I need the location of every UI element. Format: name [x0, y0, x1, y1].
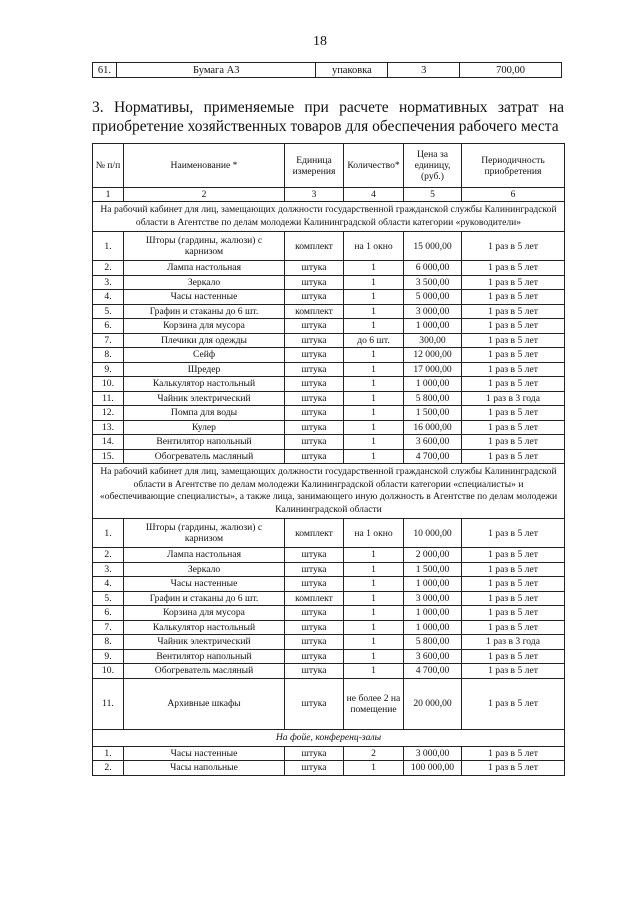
item-unit: штука: [285, 319, 344, 334]
table-row: [93, 406, 565, 421]
item-period: 1 раз в 5 лет: [462, 348, 565, 363]
item-unit: штука: [285, 275, 344, 290]
group-title: На рабочий кабинет для лиц, замещающих должности государственной гражданской службы Калининградской области в Агентстве по делам молодежи Калининградской области категории «специалисты» и «обеспечивающие специалисты», а также лица, занимающего иную должность в Агентстве по делам молодежи Калининградской области: [93, 464, 565, 519]
row-number: 8.: [93, 635, 124, 650]
table-row: [93, 678, 565, 729]
item-price: 16 000,00: [404, 420, 462, 435]
item-quantity: 1: [344, 290, 404, 305]
item-unit: комплект: [285, 519, 344, 548]
item-period: 1 раз в 5 лет: [462, 449, 565, 464]
item-unit: штука: [285, 620, 344, 635]
group-foyer: [93, 729, 565, 775]
group-title: На фойе, конференц-залы: [93, 729, 565, 746]
item-price: 1 000,00: [404, 319, 462, 334]
item-unit: штука: [285, 746, 344, 761]
item-unit: штука: [285, 377, 344, 392]
item-period: 1 раз в 5 лет: [462, 562, 565, 577]
row-number: 9.: [93, 649, 124, 664]
item-price: 3 000,00: [404, 304, 462, 319]
item-unit: комплект: [285, 232, 344, 261]
item-price: 10 000,00: [404, 519, 462, 548]
item-period: 1 раз в 5 лет: [462, 746, 565, 761]
item-quantity: не более 2 на помещение: [344, 678, 404, 729]
table-row: [93, 362, 565, 377]
item-price: 15 000,00: [404, 232, 462, 261]
item-price: 5 800,00: [404, 635, 462, 650]
item-unit: комплект: [285, 304, 344, 319]
col-number: 3: [285, 188, 344, 202]
item-period: 1 раз в 5 лет: [462, 620, 565, 635]
item-period: 1 раз в 5 лет: [462, 420, 565, 435]
header-num: № п/п: [93, 144, 124, 188]
row-number: 10.: [93, 377, 124, 392]
item-period: 1 раз в 5 лет: [462, 591, 565, 606]
item-name: Часы настенные: [124, 746, 285, 761]
item-unit: штука: [285, 449, 344, 464]
table-row: [93, 261, 565, 276]
item-period: 1 раз в 5 лет: [462, 606, 565, 621]
item-unit: штука: [285, 548, 344, 563]
col-number: 5: [404, 188, 462, 202]
item-name: Корзина для мусора: [124, 319, 285, 334]
item-unit: упаковка: [316, 63, 388, 78]
row-number: 61.: [93, 63, 117, 78]
item-name: Шторы (гардины, жалюзи) с карнизом: [124, 519, 285, 548]
item-period: 1 раз в 5 лет: [462, 577, 565, 592]
item-quantity: на 1 окно: [344, 232, 404, 261]
item-period: 1 раз в 5 лет: [462, 678, 565, 729]
item-name: Графин и стаканы до 6 шт.: [124, 304, 285, 319]
item-price: 3 000,00: [404, 591, 462, 606]
item-price: 1 500,00: [404, 562, 462, 577]
table-row: [93, 319, 565, 334]
row-number: 15.: [93, 449, 124, 464]
item-period: 1 раз в 5 лет: [462, 362, 565, 377]
item-period: 1 раз в 5 лет: [462, 232, 565, 261]
row-number: 5.: [93, 304, 124, 319]
header-period: Периодичность приобретения: [462, 144, 565, 188]
item-unit: штука: [285, 261, 344, 276]
item-name: Чайник электрический: [124, 391, 285, 406]
item-price: 3 500,00: [404, 275, 462, 290]
row-number: 6.: [93, 606, 124, 621]
item-quantity: 1: [344, 391, 404, 406]
group-title: На рабочий кабинет для лиц, замещающих должности государственной гражданской службы Калининградской области в Агентстве по делам молодежи Калининградской области категории «руководители»: [93, 202, 565, 232]
item-price: 5 800,00: [404, 391, 462, 406]
item-unit: штука: [285, 362, 344, 377]
item-unit: штука: [285, 391, 344, 406]
table-row: [93, 377, 565, 392]
header-name: Наименование *: [124, 144, 285, 188]
table-row: [93, 548, 565, 563]
item-name: Лампа настольная: [124, 548, 285, 563]
item-period: 1 раз в 3 года: [462, 635, 565, 650]
table-row: [93, 562, 565, 577]
item-quantity: на 1 окно: [344, 519, 404, 548]
item-period: 1 раз в 5 лет: [462, 275, 565, 290]
row-number: 4.: [93, 577, 124, 592]
row-number: 3.: [93, 562, 124, 577]
table-row: [93, 232, 565, 261]
table-row: [93, 620, 565, 635]
table-row: [93, 63, 562, 78]
item-name: Часы напольные: [124, 761, 285, 776]
item-unit: штука: [285, 649, 344, 664]
item-unit: штука: [285, 761, 344, 776]
item-period: 1 раз в 5 лет: [462, 548, 565, 563]
row-number: 4.: [93, 290, 124, 305]
item-price: 300,00: [404, 333, 462, 348]
item-period: 1 раз в 5 лет: [462, 304, 565, 319]
item-quantity: 1: [344, 548, 404, 563]
table-row: [93, 420, 565, 435]
item-period: 1 раз в 5 лет: [462, 435, 565, 450]
item-period: 1 раз в 5 лет: [462, 261, 565, 276]
item-name: Шторы (гардины, жалюзи) с карнизом: [124, 232, 285, 261]
col-number: 6: [462, 188, 565, 202]
item-quantity: 1: [344, 377, 404, 392]
item-quantity: до 6 шт.: [344, 333, 404, 348]
header-unit: Единица измерения: [285, 144, 344, 188]
item-name: Обогреватель масляный: [124, 449, 285, 464]
table-header-row: [93, 144, 565, 188]
item-name: Часы настенные: [124, 577, 285, 592]
item-quantity: 1: [344, 348, 404, 363]
row-number: 2.: [93, 548, 124, 563]
item-quantity: 1: [344, 435, 404, 450]
row-number: 1.: [93, 746, 124, 761]
item-quantity: 1: [344, 319, 404, 334]
group-title-row: [93, 464, 565, 519]
column-number-row: [93, 188, 565, 202]
table-row: [93, 761, 565, 776]
header-qty: Количество*: [344, 144, 404, 188]
item-period: 1 раз в 5 лет: [462, 377, 565, 392]
item-name: Обогреватель масляный: [124, 664, 285, 679]
item-name: Часы настенные: [124, 290, 285, 305]
item-quantity: 1: [344, 275, 404, 290]
item-period: 1 раз в 3 года: [462, 391, 565, 406]
item-name: Кулер: [124, 420, 285, 435]
item-quantity: 1: [344, 649, 404, 664]
row-number: 9.: [93, 362, 124, 377]
norms-table: [92, 143, 565, 776]
table-row: [93, 449, 565, 464]
page-number: 18: [313, 34, 327, 49]
item-quantity: 1: [344, 606, 404, 621]
item-price: 12 000,00: [404, 348, 462, 363]
item-period: 1 раз в 5 лет: [462, 519, 565, 548]
row-number: 3.: [93, 275, 124, 290]
table-row: [93, 333, 565, 348]
item-unit: штука: [285, 635, 344, 650]
item-period: 1 раз в 5 лет: [462, 406, 565, 421]
table-row: [93, 635, 565, 650]
item-price: 20 000,00: [404, 678, 462, 729]
table-row: [93, 290, 565, 305]
table-row: [93, 275, 565, 290]
item-unit: штука: [285, 348, 344, 363]
item-period: 1 раз в 5 лет: [462, 664, 565, 679]
item-period: 1 раз в 5 лет: [462, 761, 565, 776]
group-managers: [93, 202, 565, 464]
item-quantity: 1: [344, 406, 404, 421]
item-quantity: 1: [344, 577, 404, 592]
item-name: Калькулятор настольный: [124, 620, 285, 635]
item-unit: штука: [285, 577, 344, 592]
col-number: 1: [93, 188, 124, 202]
item-quantity: 1: [344, 761, 404, 776]
group-title-row: [93, 202, 565, 232]
col-number: 4: [344, 188, 404, 202]
table-row: [93, 591, 565, 606]
item-price: 5 000,00: [404, 290, 462, 305]
item-quantity: 1: [344, 420, 404, 435]
item-price: 4 700,00: [404, 664, 462, 679]
row-number: 5.: [93, 591, 124, 606]
item-quantity: 1: [344, 261, 404, 276]
item-price: 4 700,00: [404, 449, 462, 464]
item-name: Вентилятор напольный: [124, 435, 285, 450]
item-price: 17 000,00: [404, 362, 462, 377]
item-price: 3 600,00: [404, 435, 462, 450]
row-number: 2.: [93, 261, 124, 276]
item-quantity: 2: [344, 746, 404, 761]
item-price: 1 000,00: [404, 377, 462, 392]
row-number: 10.: [93, 664, 124, 679]
row-number: 7.: [93, 620, 124, 635]
item-quantity: 1: [344, 362, 404, 377]
item-unit: штука: [285, 606, 344, 621]
row-number: 11.: [93, 678, 124, 729]
item-name: Графин и стаканы до 6 шт.: [124, 591, 285, 606]
item-quantity: 1: [344, 620, 404, 635]
item-quantity: 1: [344, 664, 404, 679]
item-quantity: 1: [344, 635, 404, 650]
group-specialists: [93, 464, 565, 730]
item-quantity: 3: [388, 63, 460, 78]
item-quantity: 1: [344, 449, 404, 464]
header-price: Цена за единицу, (руб.): [404, 144, 462, 188]
table-row: [93, 391, 565, 406]
row-number: 14.: [93, 435, 124, 450]
item-period: 1 раз в 5 лет: [462, 333, 565, 348]
item-quantity: 1: [344, 562, 404, 577]
item-unit: штука: [285, 664, 344, 679]
item-price: 2 000,00: [404, 548, 462, 563]
table-row: [93, 519, 565, 548]
item-name: Корзина для мусора: [124, 606, 285, 621]
item-name: Лампа настольная: [124, 261, 285, 276]
table-row: [93, 348, 565, 363]
item-name: Зеркало: [124, 562, 285, 577]
row-number: 2.: [93, 761, 124, 776]
row-number: 6.: [93, 319, 124, 334]
row-number: 8.: [93, 348, 124, 363]
item-period: 1 раз в 5 лет: [462, 319, 565, 334]
item-price: 1 500,00: [404, 406, 462, 421]
previous-table-tail: [92, 62, 562, 78]
item-unit: штука: [285, 562, 344, 577]
row-number: 1.: [93, 232, 124, 261]
item-period: 1 раз в 5 лет: [462, 649, 565, 664]
item-name: Шредер: [124, 362, 285, 377]
item-price: 100 000,00: [404, 761, 462, 776]
row-number: 7.: [93, 333, 124, 348]
item-period: 1 раз в 5 лет: [462, 290, 565, 305]
item-unit: штука: [285, 290, 344, 305]
item-price: 3 000,00: [404, 746, 462, 761]
item-price: 700,00: [460, 63, 562, 78]
section-heading: 3. Нормативы, применяемые при расчете нормативных затрат на приобретение хозяйственных товаров для обеспечения рабочего места: [92, 99, 564, 135]
table-row: [93, 649, 565, 664]
table-row: [93, 304, 565, 319]
item-name: Плечики для одежды: [124, 333, 285, 348]
item-name: Архивные шкафы: [124, 678, 285, 729]
col-number: 2: [124, 188, 285, 202]
item-name: Чайник электрический: [124, 635, 285, 650]
group-title-row: [93, 729, 565, 746]
item-unit: штука: [285, 333, 344, 348]
row-number: 13.: [93, 420, 124, 435]
item-unit: штука: [285, 420, 344, 435]
item-name: Зеркало: [124, 275, 285, 290]
table-row: [93, 577, 565, 592]
item-unit: штука: [285, 678, 344, 729]
row-number: 1.: [93, 519, 124, 548]
item-unit: штука: [285, 435, 344, 450]
item-quantity: 1: [344, 591, 404, 606]
item-price: 6 000,00: [404, 261, 462, 276]
table-row: [93, 606, 565, 621]
item-unit: комплект: [285, 591, 344, 606]
item-price: 1 000,00: [404, 620, 462, 635]
item-name: Бумага А3: [116, 63, 315, 78]
table-row: [93, 664, 565, 679]
table-row: [93, 435, 565, 450]
item-price: 1 000,00: [404, 606, 462, 621]
item-name: Сейф: [124, 348, 285, 363]
item-price: 3 600,00: [404, 649, 462, 664]
row-number: 11.: [93, 391, 124, 406]
item-quantity: 1: [344, 304, 404, 319]
item-name: Помпа для воды: [124, 406, 285, 421]
item-unit: штука: [285, 406, 344, 421]
item-name: Вентилятор напольный: [124, 649, 285, 664]
row-number: 12.: [93, 406, 124, 421]
item-name: Калькулятор настольный: [124, 377, 285, 392]
table-row: [93, 746, 565, 761]
item-price: 1 000,00: [404, 577, 462, 592]
